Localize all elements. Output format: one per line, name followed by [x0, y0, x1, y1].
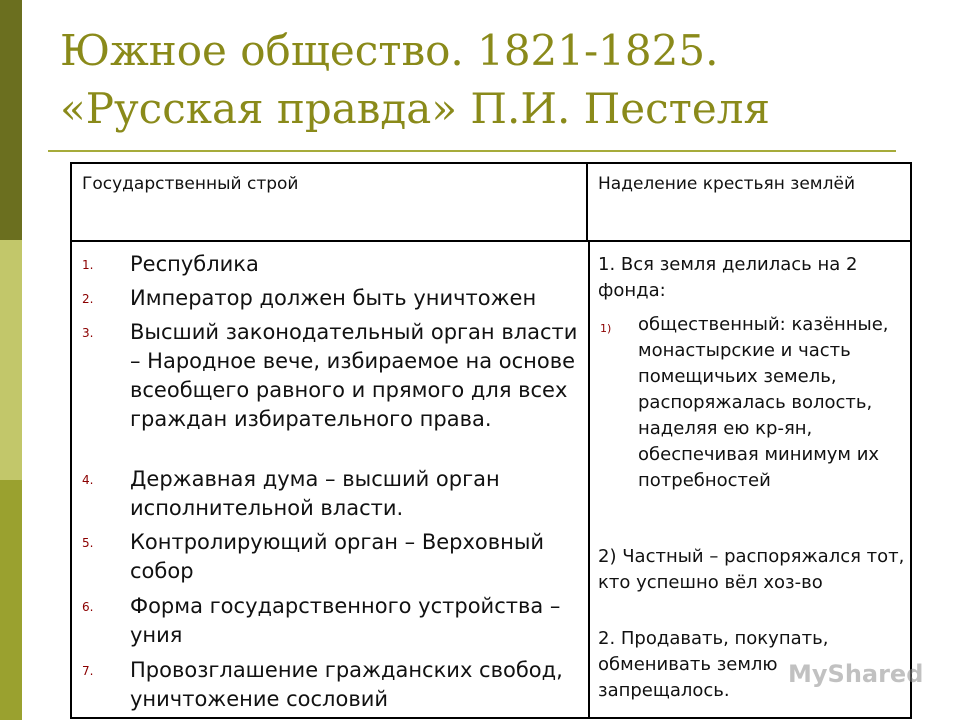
list-number: 5. [82, 536, 94, 550]
land-point-1: 1. Вся земля делилась на 2 фонда: [598, 254, 858, 301]
list-text: Высший законодательный орган власти – Народное вече, избираемое на основе всеобщего равного и прямого для всех граждан избирательного права. [130, 320, 578, 431]
list-number: 3. [82, 326, 94, 340]
sub-list-number: 1) [600, 322, 612, 335]
list-text: Державная дума – высший орган исполнительной власти. [130, 467, 500, 520]
header-land-allotment: Наделение крестьян землёй [588, 164, 910, 242]
list-text: Император должен быть уничтожен [130, 286, 537, 310]
slide-title [60, 22, 920, 138]
list-number: 7. [82, 664, 94, 678]
land-point-2: 2. Продавать, покупать, обменивать землю запрещалось. [598, 628, 829, 701]
public-fund-text: общественный: казённые, монастырские и часть помещичьих земель, распоряжалась волость, наделяя ею кр-ян, обеспечивая минимум их потребностей [638, 314, 889, 491]
list-number: 6. [82, 600, 94, 614]
side-bar-bottom [0, 480, 22, 720]
list-number: 4. [82, 473, 94, 487]
private-fund-text: 2) Частный – распоряжался тот, кто успешно вёл хоз-во [598, 546, 905, 593]
side-bar-middle [0, 240, 22, 480]
list-text: Провозглашение гражданских свобод, уничтожение сословий [130, 658, 563, 711]
list-text: Республика [130, 252, 259, 276]
watermark-logo: MyShared [788, 660, 924, 688]
list-number: 1. [82, 258, 94, 272]
title-divider [48, 150, 896, 152]
list-text: Форма государственного устройства – уния [130, 594, 561, 647]
list-number: 2. [82, 292, 94, 306]
header-state-system: Государственный строй [72, 164, 588, 242]
content-table [70, 162, 912, 719]
slide-title-line1: Южное общество. 1821-1825. [60, 26, 719, 75]
slide-title-line2: «Русская правда» П.И. Пестеля [60, 84, 770, 133]
side-bar-top [0, 0, 22, 240]
column-divider [588, 240, 590, 717]
list-text: Контролирующий орган – Верховный собор [130, 530, 545, 583]
